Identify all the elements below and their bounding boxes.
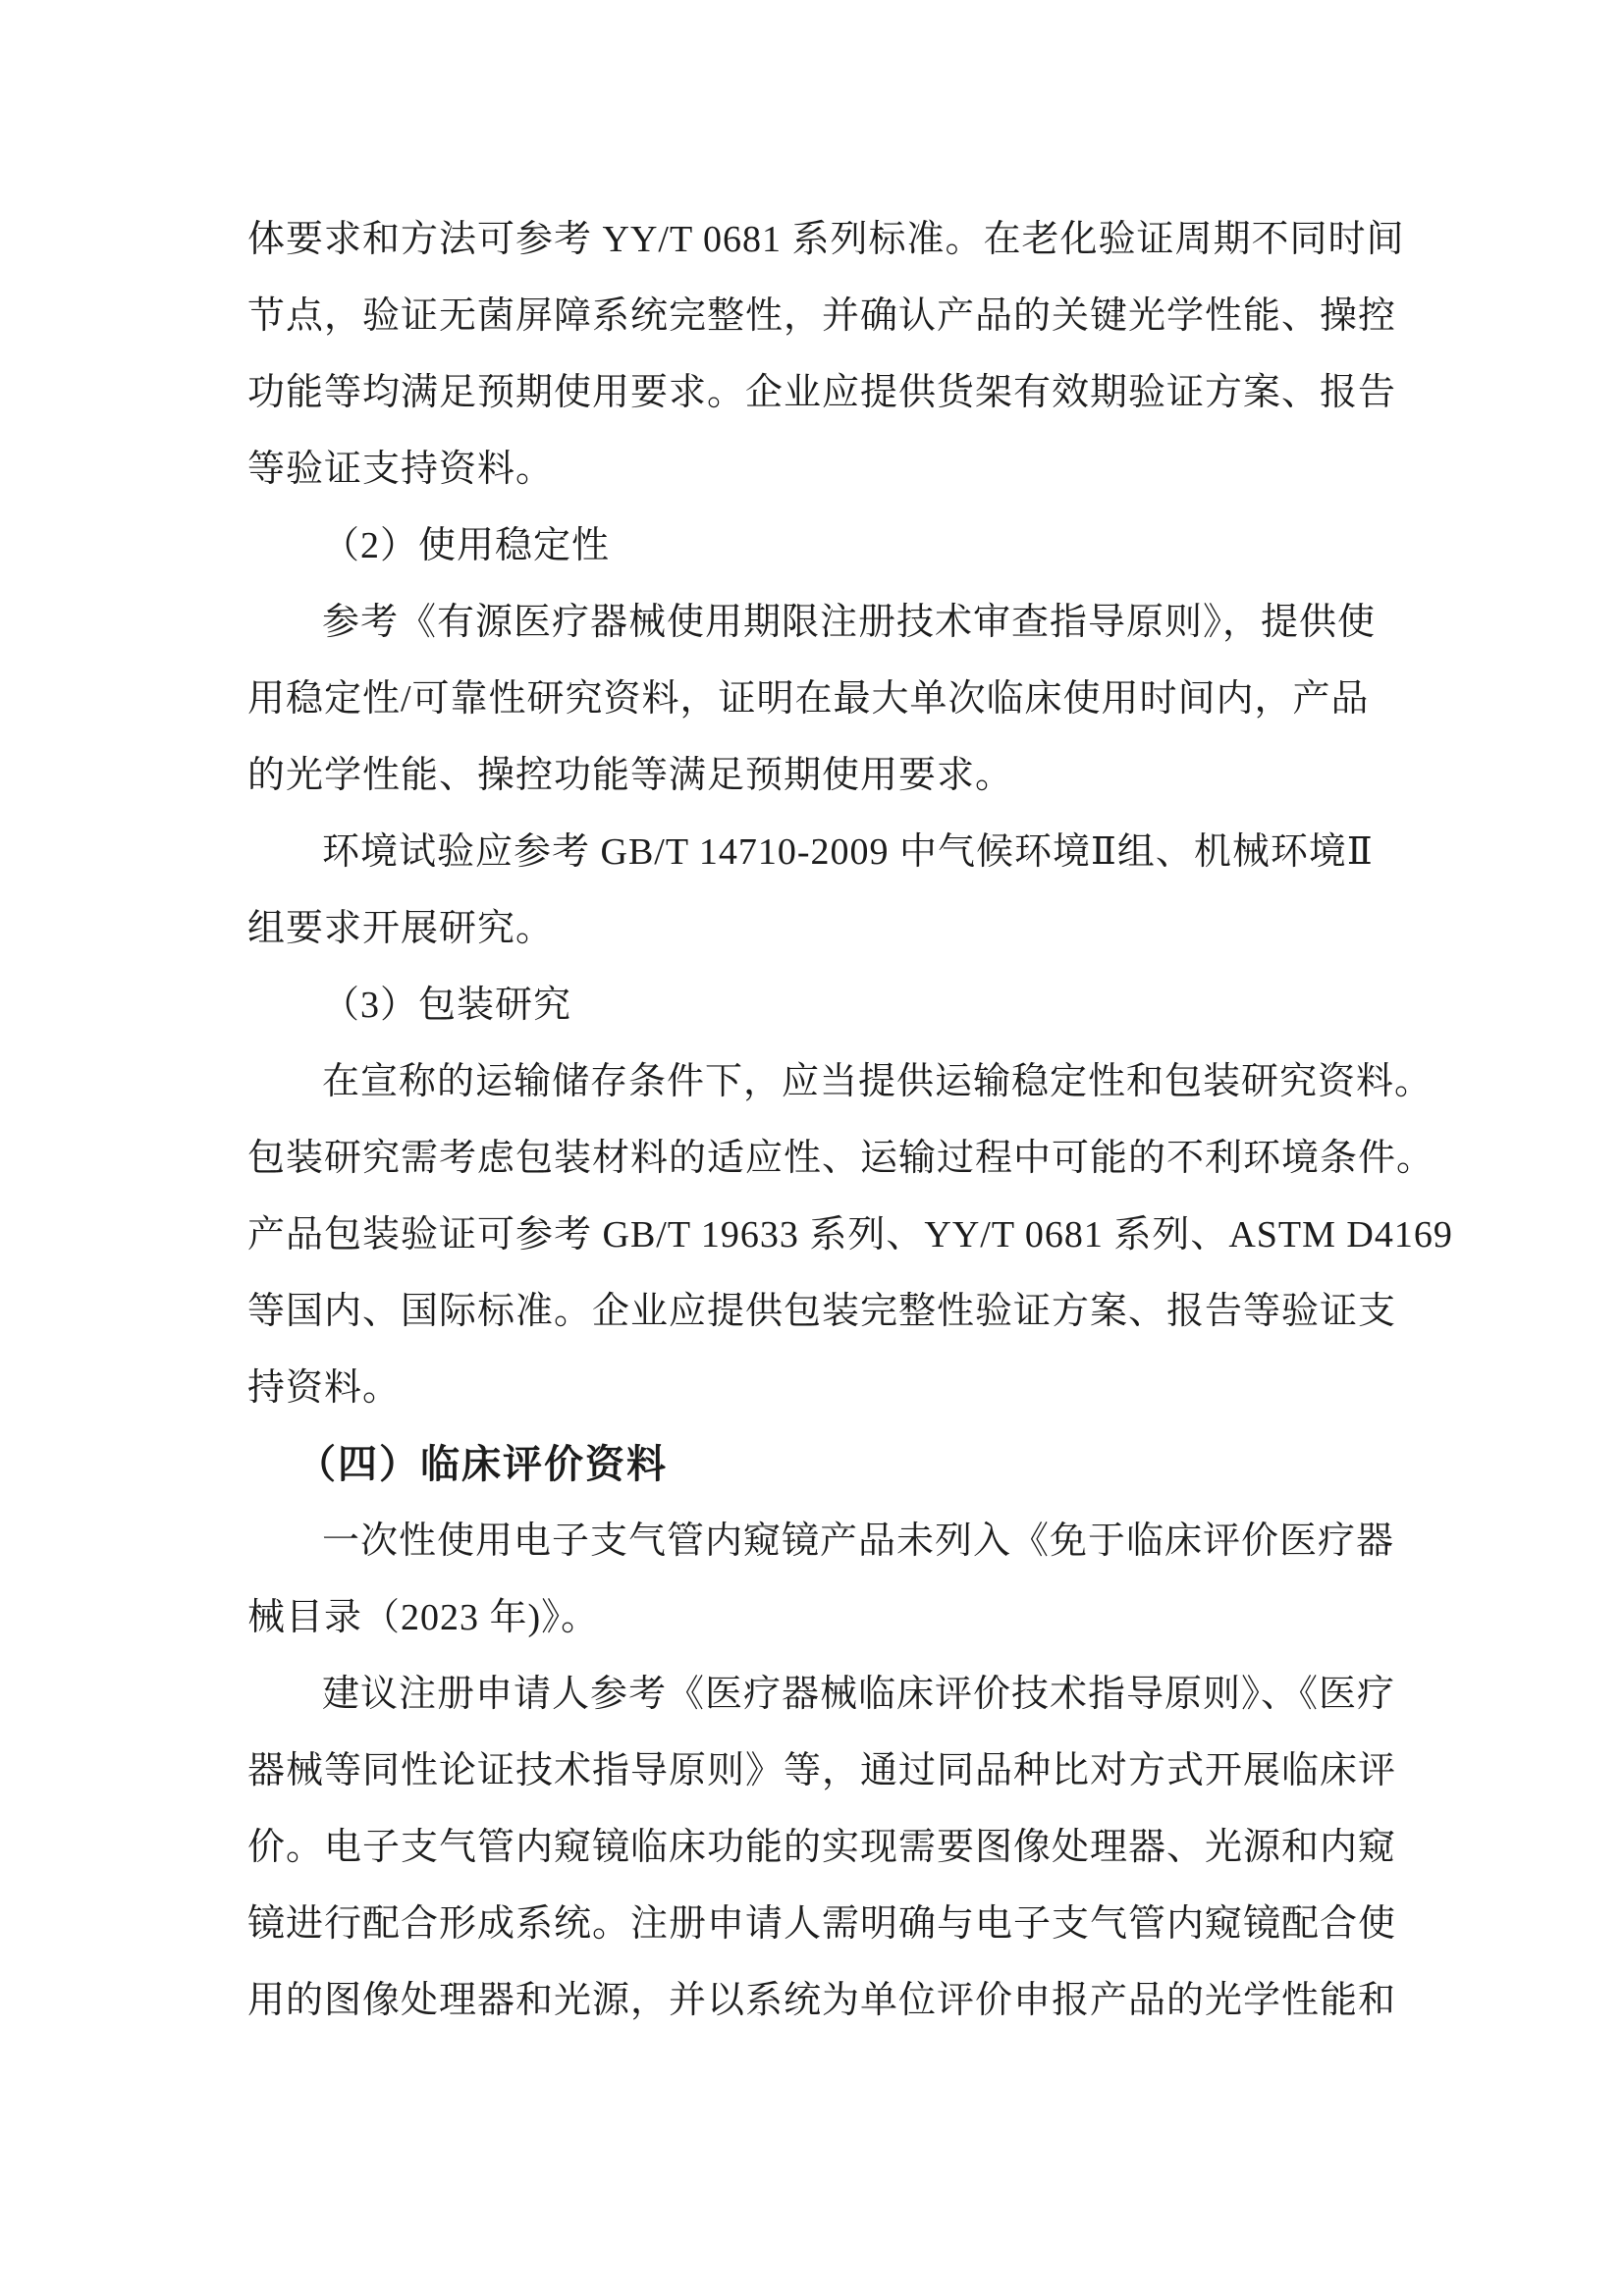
text-line: 一次性使用电子支气管内窥镜产品未列入《免于临床评价医疗器 [322, 1521, 1395, 1562]
text-column [247, 201, 1453, 2039]
section-heading-clinical-evaluation: （四）临床评价资料 [297, 1442, 668, 1486]
text-line: 产品包装验证可参考 GB/T 19633 系列、YY/T 0681 系列、ASTM D4169 [247, 1214, 1453, 1255]
text-line: 用的图像处理器和光源，并以系统为单位评价申报产品的光学性能和 [247, 1980, 1397, 2021]
list-item-3-packaging-research: （3）包装研究 [322, 985, 572, 1026]
text-line: 环境试验应参考 GB/T 14710-2009 中气候环境Ⅱ组、机械环境Ⅱ [322, 831, 1374, 873]
text-line: 用稳定性/可靠性研究资料，证明在最大单次临床使用时间内，产品 [247, 678, 1370, 720]
text-line: 持资料。 [247, 1367, 402, 1409]
text-line: 的光学性能、操控功能等满足预期使用要求。 [247, 755, 1014, 796]
text-line: 在宣称的运输储存条件下，应当提供运输稳定性和包装研究资料。 [322, 1061, 1434, 1102]
text-line: 功能等均满足预期使用要求。企业应提供货架有效期验证方案、报告 [247, 372, 1397, 413]
text-line: 价。电子支气管内窥镜临床功能的实现需要图像处理器、光源和内窥 [247, 1827, 1397, 1868]
text-line: 体要求和方法可参考 YY/T 0681 系列标准。在老化验证周期不同时间 [247, 219, 1405, 260]
text-line: 建议注册申请人参考《医疗器械临床评价技术指导原则》、《医疗 [322, 1674, 1396, 1715]
list-item-2-usage-stability: （2）使用稳定性 [322, 525, 611, 566]
text-line: 械目录（2023 年)》。 [247, 1597, 600, 1638]
text-line: 参考《有源医疗器械使用期限注册技术审查指导原则》，提供使 [322, 602, 1377, 643]
text-line: 节点，验证无菌屏障系统完整性，并确认产品的关键光学性能、操控 [247, 295, 1397, 337]
text-line: 器械等同性论证技术指导原则》等，通过同品种比对方式开展临床评 [247, 1750, 1397, 1791]
text-line: 包装研究需考虑包装材料的适应性、运输过程中可能的不利环境条件。 [247, 1138, 1435, 1179]
text-line: 等验证支持资料。 [247, 449, 555, 490]
text-line: 镜进行配合形成系统。注册申请人需明确与电子支气管内窥镜配合使 [247, 1903, 1397, 1945]
text-line: 组要求开展研究。 [247, 908, 555, 949]
text-line: 等国内、国际标准。企业应提供包装完整性验证方案、报告等验证支 [247, 1291, 1397, 1332]
